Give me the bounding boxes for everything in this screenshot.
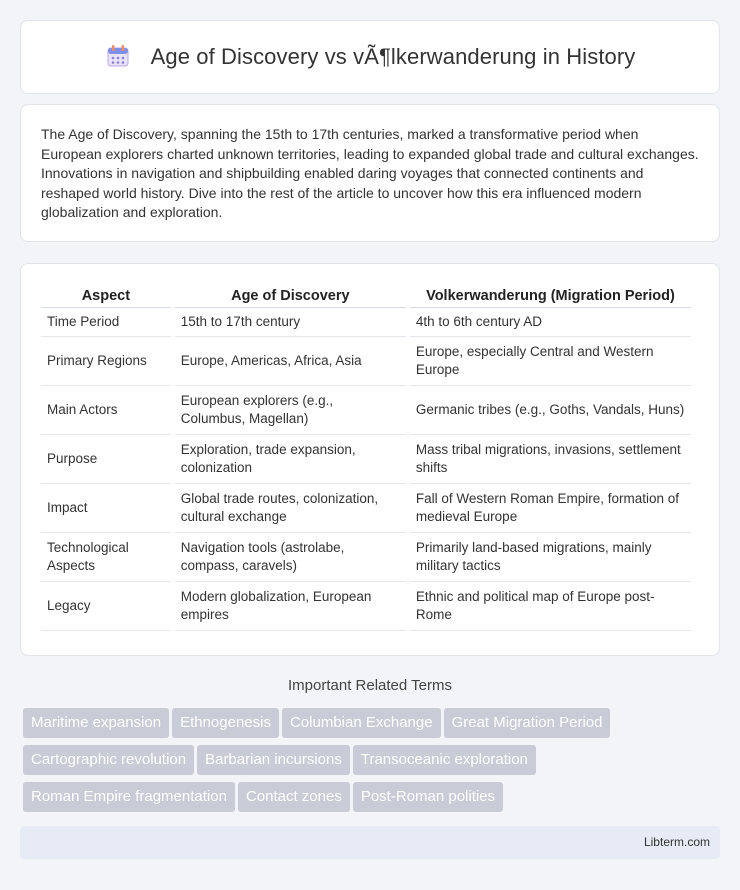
related-terms-title: Important Related Terms	[288, 677, 452, 694]
table-row	[41, 484, 691, 533]
table-row	[41, 582, 691, 631]
related-term-tag[interactable]: Ethnogenesis	[172, 708, 279, 738]
table-cell: Navigation tools (astrolabe, compass, caravels)	[175, 533, 406, 582]
related-term-tag[interactable]: Contact zones	[238, 782, 350, 812]
header-volkerwanderung: Volkerwanderung (Migration Period)	[410, 284, 691, 308]
related-term-tag[interactable]: Roman Empire fragmentation	[23, 782, 235, 812]
footer	[20, 826, 720, 859]
comparison-table	[37, 284, 695, 631]
table-row	[41, 435, 691, 484]
intro-paragraph: The Age of Discovery, spanning the 15th to 17th centuries, marked a transformative period when European explorers charted unknown territories, leading to expanded global trade and cultural exchanges. Innovations in navigation and shipbuilding enabled daring voyages that connected continents and reshaped world history. Dive into the rest of the article to uncover how this era influenced modern globalization and exploration.	[41, 126, 699, 220]
table-row	[41, 386, 691, 435]
related-term-tag[interactable]: Columbian Exchange	[282, 708, 441, 738]
table-cell: 15th to 17th century	[175, 308, 406, 337]
table-cell: Germanic tribes (e.g., Goths, Vandals, Huns)	[410, 386, 691, 435]
comparison-card	[20, 263, 720, 656]
table-cell: Main Actors	[41, 386, 171, 435]
related-term-tag[interactable]: Post-Roman polities	[353, 782, 503, 812]
table-cell: Legacy	[41, 582, 171, 631]
table-cell: Impact	[41, 484, 171, 533]
table-cell: Time Period	[41, 308, 171, 337]
table-header-row	[41, 284, 691, 308]
table-cell: Modern globalization, European empires	[175, 582, 406, 631]
table-row	[41, 337, 691, 386]
related-term-tag[interactable]: Transoceanic exploration	[353, 745, 536, 775]
calendar-icon	[105, 43, 131, 69]
table-cell: Global trade routes, colonization, cultural exchange	[175, 484, 406, 533]
table-row	[41, 533, 691, 582]
table-cell: Ethnic and political map of Europe post-Rome	[410, 582, 691, 631]
table-cell: Exploration, trade expansion, colonization	[175, 435, 406, 484]
title-card	[20, 20, 720, 94]
footer-site-link[interactable]: Libterm.com	[643, 835, 710, 849]
header-aspect: Aspect	[41, 284, 171, 308]
table-cell: Purpose	[41, 435, 171, 484]
header-age-of-discovery: Age of Discovery	[175, 284, 406, 308]
table-cell: Mass tribal migrations, invasions, settlement shifts	[410, 435, 691, 484]
table-cell: Primarily land-based migrations, mainly military tactics	[410, 533, 691, 582]
table-cell: Technological Aspects	[41, 533, 171, 582]
related-term-tag[interactable]: Barbarian incursions	[197, 745, 350, 775]
related-term-tag[interactable]: Cartographic revolution	[23, 745, 194, 775]
table-cell: Fall of Western Roman Empire, formation of medieval Europe	[410, 484, 691, 533]
table-cell: European explorers (e.g., Columbus, Magellan)	[175, 386, 406, 435]
table-row	[41, 308, 691, 337]
table-cell: Primary Regions	[41, 337, 171, 386]
table-cell: 4th to 6th century AD	[410, 308, 691, 337]
related-term-tag[interactable]: Great Migration Period	[444, 708, 611, 738]
intro-card	[20, 104, 720, 242]
table-cell: Europe, Americas, Africa, Asia	[175, 337, 406, 386]
related-terms-list	[23, 708, 723, 819]
related-term-tag[interactable]: Maritime expansion	[23, 708, 169, 738]
page-title: Age of Discovery vs vÃ¶lkerwanderung in History	[150, 44, 636, 69]
table-cell: Europe, especially Central and Western Europe	[410, 337, 691, 386]
